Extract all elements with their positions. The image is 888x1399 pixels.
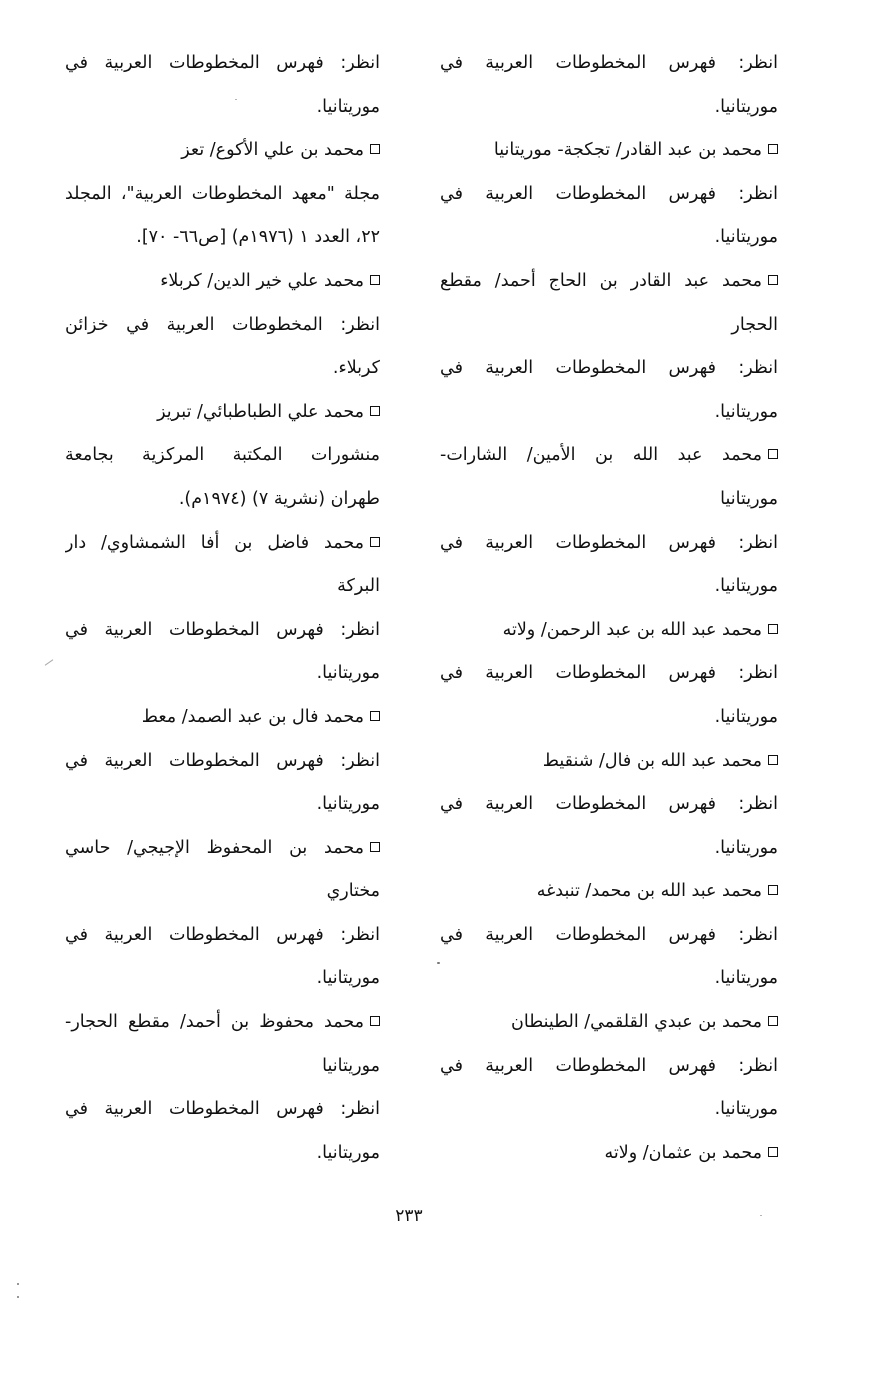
entry-text: محمد علي الطباطبائي/ تبريز (157, 401, 364, 422)
entry-line (65, 652, 380, 696)
entry-line (440, 1045, 778, 1089)
entry-text: انظر: فهرس المخطوطات العربية في (65, 53, 380, 73)
scan-speck (45, 659, 54, 666)
entry-text: موريتانيا. (316, 968, 380, 989)
entry-text: انظر: فهرس المخطوطات العربية في (440, 794, 778, 815)
scan-speck (17, 1296, 19, 1298)
entry-text: محمد بن عبد القادر/ تجكجة- موريتانيا (493, 140, 762, 161)
scan-speck (235, 99, 237, 100)
entry-text: انظر: المخطوطات العربية في خزائن (65, 314, 380, 335)
entry-line (440, 42, 778, 86)
empty-square-icon (370, 144, 380, 154)
entry-line (65, 565, 380, 609)
entry-line (440, 478, 778, 522)
entry-text: موريتانيا. (714, 968, 778, 989)
entry-text: انظر: فهرس المخطوطات العربية في (440, 358, 778, 379)
entry-line (440, 565, 778, 609)
entry-text: محمد بن المحفوظ الإجيجي/ حاسي (65, 837, 364, 858)
entry-text: انظر: فهرس المخطوطات العربية في (65, 619, 380, 640)
entry-text: انظر: فهرس المخطوطات العربية في (65, 1099, 380, 1120)
entry-line (65, 42, 380, 86)
entry-line (65, 1045, 380, 1089)
entry-heading (440, 1001, 778, 1045)
entry-text: محمد عبد القادر بن الحاج أحمد/ مقطع (440, 270, 762, 291)
entry-line (440, 347, 778, 391)
empty-square-icon (768, 1016, 778, 1026)
entry-text: انظر: فهرس المخطوطات العربية في (440, 1055, 778, 1076)
entry-heading (440, 1132, 778, 1176)
entry-text: موريتانيا. (316, 96, 380, 117)
entry-text: انظر: فهرس المخطوطات العربية في (440, 924, 778, 945)
entry-text: موريتانيا. (714, 401, 778, 422)
entry-text: محمد فال بن عبد الصمد/ معط (141, 706, 364, 727)
entry-line (440, 522, 778, 566)
entry-line (440, 827, 778, 871)
entry-line (440, 652, 778, 696)
entry-text: مجلة "معهد المخطوطات العربية"، المجلد (65, 183, 380, 204)
entry-heading (440, 129, 778, 173)
right-column (440, 42, 778, 1175)
entry-text: موريتانيا. (714, 576, 778, 597)
empty-square-icon (768, 885, 778, 895)
entry-heading (65, 1001, 380, 1045)
entry-text: موريتانيا (322, 1055, 380, 1076)
entry-line (65, 609, 380, 653)
entry-line (440, 1088, 778, 1132)
entry-line (65, 434, 380, 478)
entry-text: موريتانيا (720, 488, 778, 509)
entry-text: محمد بن علي الأكوع/ تعز (181, 140, 364, 161)
entry-heading (65, 696, 380, 740)
entry-line (65, 783, 380, 827)
scan-speck (437, 962, 440, 964)
scan-speck (760, 1215, 762, 1216)
entry-line (440, 914, 778, 958)
empty-square-icon (370, 537, 380, 547)
entry-line (65, 1088, 380, 1132)
entry-text: محمد محفوظ بن أحمد/ مقطع الحجار- (65, 1012, 364, 1033)
entry-line (440, 696, 778, 740)
left-column (65, 42, 380, 1175)
empty-square-icon (768, 275, 778, 285)
entry-heading (65, 391, 380, 435)
empty-square-icon (768, 144, 778, 154)
entry-line (65, 86, 380, 130)
entry-line (65, 216, 380, 260)
empty-square-icon (768, 755, 778, 765)
entry-text: البركة (337, 576, 380, 597)
entry-heading (65, 129, 380, 173)
entry-line (65, 957, 380, 1001)
entry-text: انظر: فهرس المخطوطات العربية في (440, 183, 778, 204)
entry-text: موريتانيا. (316, 794, 380, 815)
entry-line (65, 1132, 380, 1176)
entry-line (440, 957, 778, 1001)
entry-text: منشورات المكتبة المركزية بجامعة (65, 445, 380, 466)
entry-text: موريتانيا. (714, 1099, 778, 1120)
entry-text: ٢٢، العدد ١ (١٩٧٦م) [ص٦٦- ٧٠]. (136, 227, 380, 248)
entry-line (440, 783, 778, 827)
entry-line (440, 391, 778, 435)
empty-square-icon (768, 449, 778, 459)
entry-text: محمد بن عبدي القلقمي/ الطينطان (511, 1012, 762, 1033)
entry-text: الحجار (731, 314, 778, 335)
entry-line (65, 347, 380, 391)
entry-text: موريتانيا. (316, 663, 380, 684)
entry-line (440, 216, 778, 260)
entry-heading (440, 260, 778, 304)
entry-text: مختاري (326, 881, 380, 902)
entry-text: محمد عبد الله بن الأمين/ الشارات- (440, 445, 762, 466)
entry-text: انظر: فهرس المخطوطات العربية في (440, 532, 778, 553)
entry-text: موريتانيا. (714, 706, 778, 727)
empty-square-icon (370, 406, 380, 416)
entry-text: انظر: فهرس المخطوطات العربية في (65, 924, 380, 945)
entry-heading (440, 870, 778, 914)
entry-heading (65, 522, 380, 566)
entry-line (65, 740, 380, 784)
entry-text: كربلاء. (332, 358, 380, 379)
empty-square-icon (370, 842, 380, 852)
scan-speck (17, 1283, 19, 1285)
entry-heading (65, 260, 380, 304)
empty-square-icon (370, 275, 380, 285)
entry-text: محمد عبد الله بن محمد/ تنبدغه (536, 881, 762, 902)
entry-text: موريتانيا. (714, 96, 778, 117)
entry-heading (440, 740, 778, 784)
entry-text: محمد عبد الله بن عبد الرحمن/ ولاته (502, 619, 762, 640)
entry-line (65, 914, 380, 958)
entry-text: موريتانيا. (714, 837, 778, 858)
entry-text: طهران (نشرية ٧) (١٩٧٤م). (178, 488, 380, 509)
entry-text: محمد فاضل بن أفا الشمشاوي/ دار (65, 532, 364, 553)
entry-line (440, 173, 778, 217)
empty-square-icon (370, 711, 380, 721)
entry-text: موريتانيا. (316, 1142, 380, 1163)
entry-heading (440, 434, 778, 478)
entry-text: محمد عبد الله بن فال/ شنقيط (542, 750, 762, 771)
entry-text: انظر: فهرس المخطوطات العربية في (440, 663, 778, 684)
entry-text: محمد بن عثمان/ ولاته (604, 1142, 762, 1163)
entry-line (65, 870, 380, 914)
empty-square-icon (768, 624, 778, 634)
entry-line (65, 478, 380, 522)
entry-text: انظر: فهرس المخطوطات العربية في (440, 53, 778, 73)
entry-line (65, 304, 380, 348)
entry-text: انظر: فهرس المخطوطات العربية في (65, 750, 380, 771)
page-number: ٢٣٣ (395, 1206, 423, 1226)
entry-heading (440, 609, 778, 653)
empty-square-icon (768, 1147, 778, 1157)
empty-square-icon (370, 1016, 380, 1026)
entry-heading (65, 827, 380, 871)
entry-line (65, 173, 380, 217)
entry-text: محمد علي خير الدين/ كربلاء (160, 270, 364, 291)
entry-text: موريتانيا. (714, 227, 778, 248)
entry-line (440, 304, 778, 348)
entry-line (440, 86, 778, 130)
